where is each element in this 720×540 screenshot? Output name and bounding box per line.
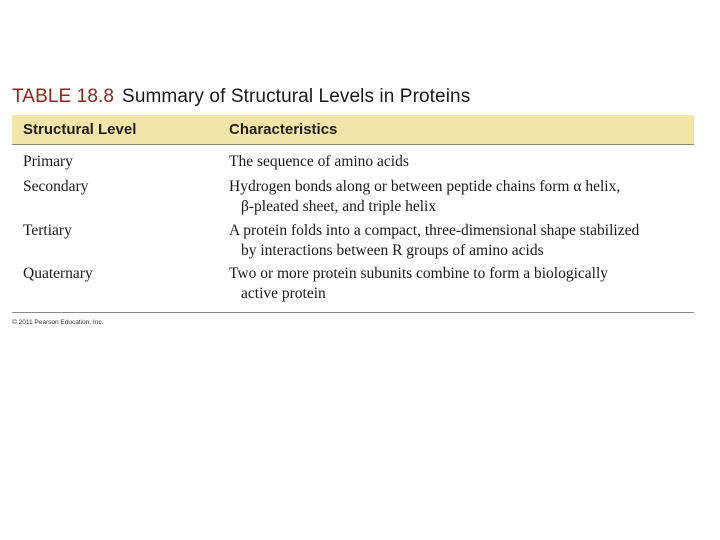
characteristics-line: Hydrogen bonds along or between peptide chains form α helix, <box>229 178 621 195</box>
structural-level-cell: Tertiary <box>23 222 72 239</box>
characteristics-line: by interactions between R groups of amino acids <box>241 242 544 259</box>
characteristics-cell <box>229 152 694 172</box>
structural-level-cell: Quaternary <box>23 265 93 282</box>
copyright-notice: © 2011 Pearson Education, Inc. <box>12 319 104 326</box>
table-name: Summary of Structural Levels in Proteins <box>122 86 471 107</box>
table-header <box>12 115 694 145</box>
characteristics-line: A protein folds into a compact, three-dimensional shape stabilized <box>229 222 640 239</box>
table-number: TABLE 18.8 <box>12 86 115 107</box>
characteristics-cell <box>229 177 694 217</box>
characteristics-line: Two or more protein subunits combine to form a biologically <box>229 265 609 282</box>
column-header-structural-level: Structural Level <box>23 121 137 138</box>
characteristics-cell <box>229 264 694 304</box>
characteristics-cell <box>229 221 694 261</box>
characteristics-line: The sequence of amino acids <box>229 153 409 170</box>
characteristics-line: active protein <box>241 285 326 302</box>
structural-level-cell: Secondary <box>23 178 89 195</box>
table-bottom-rule <box>12 312 694 313</box>
structural-level-cell: Primary <box>23 153 73 170</box>
table-title <box>12 86 470 108</box>
column-header-characteristics: Characteristics <box>229 121 338 138</box>
characteristics-line: β-pleated sheet, and triple helix <box>241 198 437 215</box>
